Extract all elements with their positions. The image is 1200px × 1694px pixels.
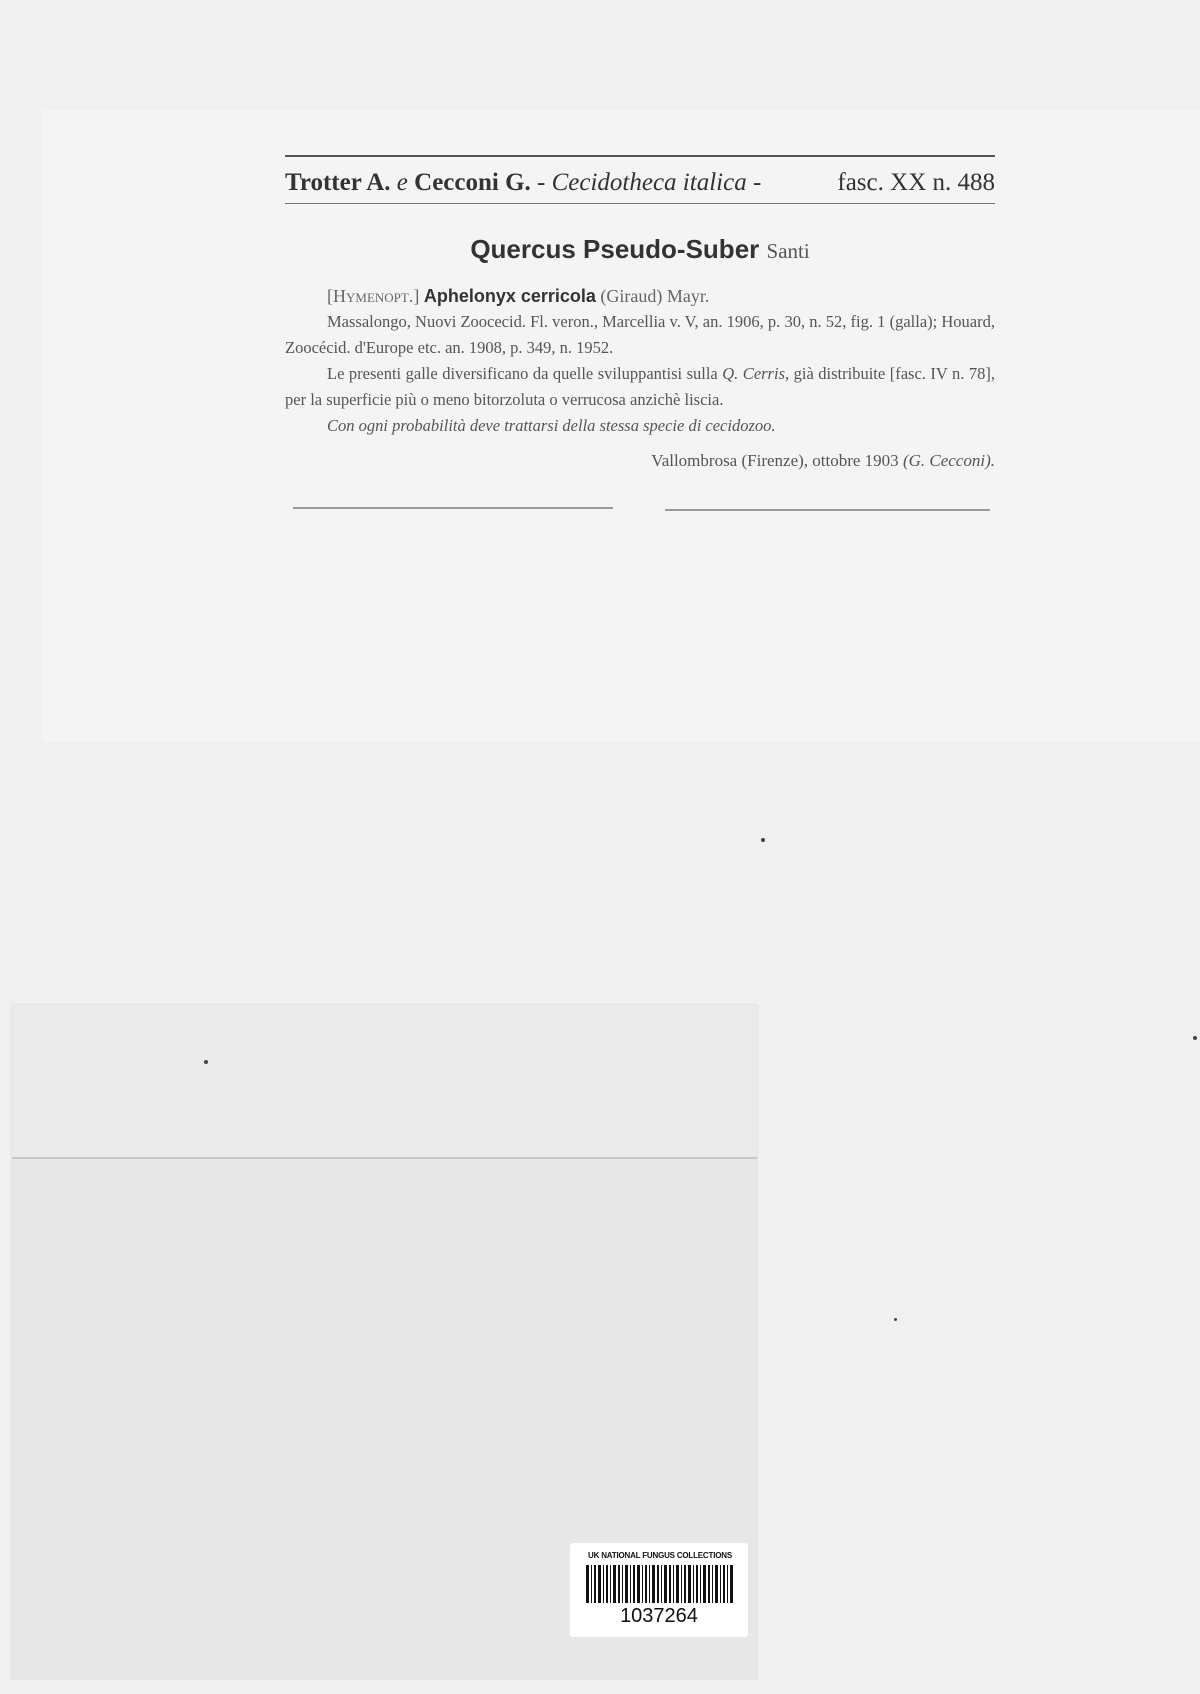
barcode-number: 1037264 <box>620 1605 698 1627</box>
remark-species: Q. Cerris, <box>722 364 790 383</box>
header-fascicle: fasc. XX n. 488 <box>837 169 995 196</box>
gall-maker-line <box>285 283 995 309</box>
header-dash-2: - <box>746 169 762 196</box>
label-text-block <box>285 155 995 519</box>
references-paragraph: Massalongo, Nuovi Zoocecid. Fl. veron., Marcellia v. V, an. 1906, p. 30, n. 52, fig. 1 (galla); Houard, Zoocécid. d'Europe etc. an. 1908, p. 349, n. 1952. <box>285 312 995 357</box>
remark-text-2: già distribuite [fasc. IV n. 78], per la superficie più o meno bitorzoluta o verrucosa anzichè liscia. <box>285 364 996 409</box>
collector: (G. Cecconi). <box>902 451 995 470</box>
host-author: Santi <box>766 239 810 263</box>
locality-line <box>285 451 995 471</box>
gall-name: Aphelonyx cerricola <box>423 286 596 306</box>
header-dash-1: - <box>530 169 552 196</box>
gall-author: (Giraud) Mayr. <box>600 286 710 306</box>
note-paragraph: Con ogni probabilità deve trattarsi della stessa specie di cecidozoo. <box>327 416 776 435</box>
gall-order: [Hymenopt.] <box>327 286 420 306</box>
header-bottom-rule <box>285 203 995 204</box>
speck <box>204 1060 208 1064</box>
barcode-label <box>570 1543 748 1637</box>
speck <box>761 838 765 842</box>
header-author-a: Trotter A. <box>285 169 391 196</box>
header-conj: e <box>390 169 415 196</box>
host-name: Quercus Pseudo-Suber <box>470 234 760 264</box>
barcode-institution: UK NATIONAL FUNGUS COLLECTIONS <box>588 1551 732 1560</box>
locality-text: Vallombrosa (Firenze), ottobre 1903 <box>651 451 903 470</box>
specimen-envelope <box>12 1005 757 1679</box>
bottom-rule-right <box>665 509 990 511</box>
speck <box>894 1318 897 1321</box>
speck <box>1193 1036 1197 1040</box>
envelope-flap <box>12 1005 757 1159</box>
remark-text-1: Le presenti galle diversificano da quelle sviluppantisi sulla <box>327 364 723 383</box>
host-species <box>285 234 995 265</box>
header-author-b: Cecconi G. <box>414 169 531 196</box>
header-work-title: Cecidotheca italica <box>551 169 747 196</box>
bottom-rule-left <box>293 507 613 509</box>
label-bottom-rules <box>285 499 995 519</box>
barcode-icon <box>586 1565 734 1603</box>
remark-paragraph <box>285 361 995 413</box>
label-header <box>285 157 995 203</box>
